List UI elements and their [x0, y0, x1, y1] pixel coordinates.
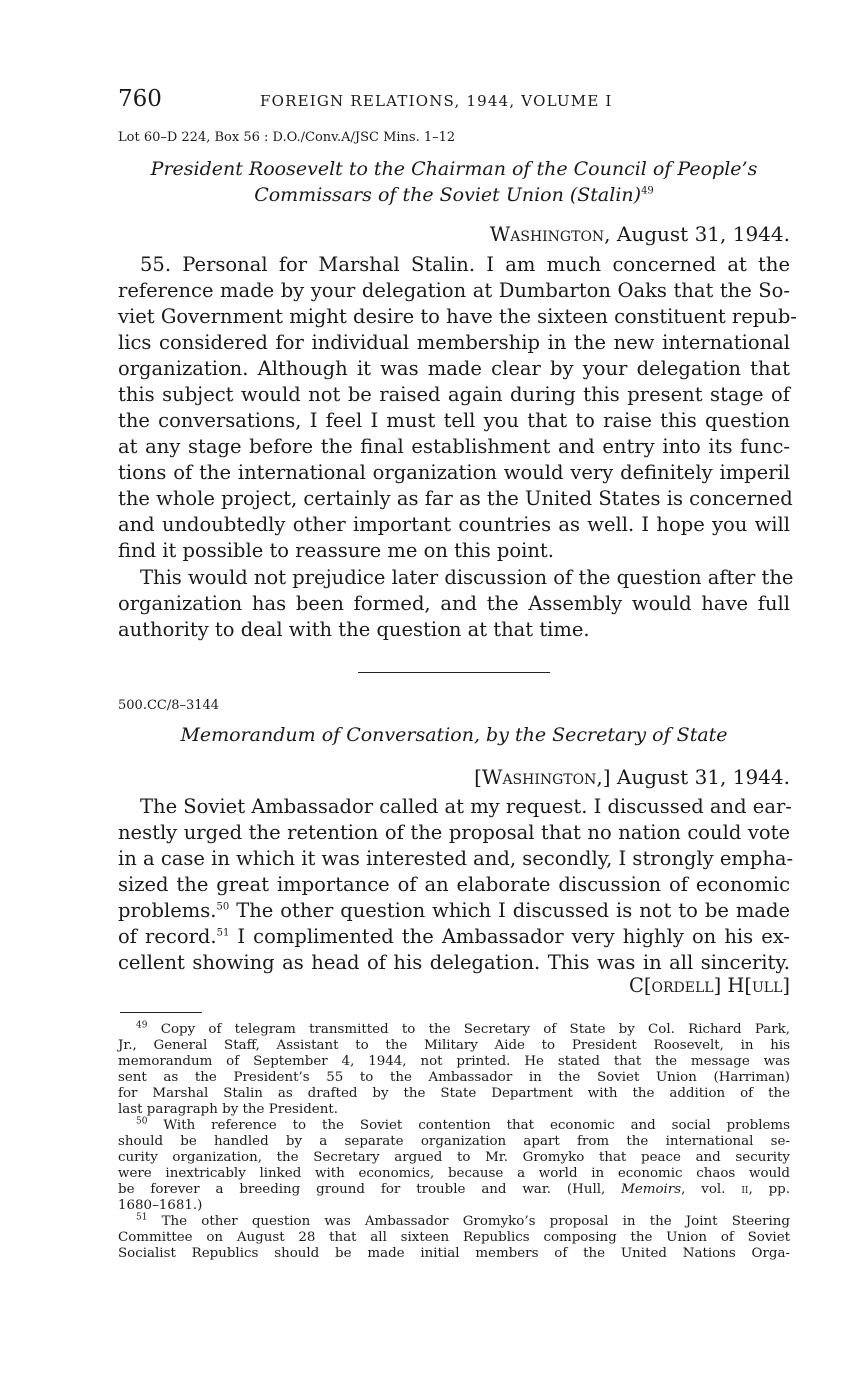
- title-line-1: President Roosevelt to the Chairman of the Council of People’s: [150, 158, 758, 180]
- running-head: [118, 86, 790, 116]
- footnote-line: should be handled by a separate organization apart from the international se-: [118, 1134, 790, 1149]
- footnote-text: be forever a breeding ground for trouble and war. (Hull,: [118, 1182, 622, 1197]
- dateline-2: [474, 765, 790, 789]
- footnote-line: curity organization, the Secretary argued to Mr. Gromyko that peace and security: [118, 1150, 790, 1165]
- text-line: the conversations, I feel I must tell you that to raise this question: [118, 409, 790, 432]
- footnote-line: memorandum of September 4, 1944, not printed. He stated that the message was: [118, 1054, 790, 1069]
- dateline-place: Washington,: [489, 222, 611, 246]
- dateline-1: [490, 222, 790, 246]
- footnote-51: [118, 1214, 790, 1262]
- title-line-2-text: Commissars of the Soviet Union (Stalin): [254, 184, 642, 206]
- signature-part: ] H[: [713, 974, 752, 997]
- citation-title: Memoirs: [621, 1182, 682, 1197]
- text-line: tions of the international organization would very definitely imperil: [118, 461, 790, 484]
- footnote-text: , vol.: [681, 1182, 742, 1197]
- footnote-line: [118, 1118, 790, 1134]
- citation-volume: ii: [741, 1182, 749, 1197]
- footnote-line: sent as the President’s 55 to the Ambassador in the Soviet Union (Harriman): [118, 1070, 790, 1085]
- text-segment: problems.: [118, 899, 217, 922]
- footnote-line: Socialist Republics should be made initial members of the United Nations Orga-: [118, 1246, 790, 1261]
- footnote-text: The other question was Ambassador Gromyko’s proposal in the Joint Steering: [147, 1214, 790, 1229]
- text-line: organization. Although it was made clear by your delegation that: [118, 357, 790, 380]
- page-number: 760: [118, 86, 162, 112]
- footnote-divider: [120, 1012, 202, 1013]
- signature-part: ]: [782, 974, 790, 997]
- signature-part: C[: [628, 974, 652, 997]
- text-segment: I complimented the Ambassador very highly on his ex-: [229, 925, 791, 948]
- footnote-text: , pp.: [748, 1182, 790, 1197]
- footnote-text: With reference to the Soviet contention that economic and social problems: [147, 1118, 790, 1133]
- text-line: authority to deal with the question at that time.: [118, 618, 590, 641]
- footnote-ref-51: 51: [216, 927, 230, 939]
- footnote-line: last paragraph by the President.: [118, 1102, 338, 1117]
- title-line: Memorandum of Conversation, by the Secretary of State: [180, 724, 728, 746]
- file-reference-2: 500.CC/8–3144: [118, 698, 220, 713]
- footnote-number: 50: [136, 1116, 148, 1127]
- text-line: cellent showing as head of his delegation. This was in all sincerity.: [118, 951, 790, 974]
- text-line: This would not prejudice later discussion of the question after the: [140, 566, 794, 589]
- text-line: reference made by your delegation at Dumbarton Oaks that the So-: [118, 279, 790, 302]
- signature-part: ordell: [651, 974, 714, 997]
- memo-paragraph: [118, 794, 794, 976]
- message-paragraph-1: [118, 252, 797, 564]
- signature: [629, 974, 790, 997]
- text-segment: of record.: [118, 925, 217, 948]
- text-line: this subject would not be raised again during this present stage of: [118, 383, 790, 406]
- footnote-line: [118, 1182, 790, 1198]
- footnote-line: Committee on August 28 that all sixteen Republics composing the Union of Soviet: [118, 1230, 790, 1245]
- text-line: the whole project, certainly as far as the United States is concerned: [118, 487, 793, 510]
- text-line: organization has been formed, and the Assembly would have full: [118, 592, 790, 615]
- text-line: find it possible to reassure me on this point.: [118, 539, 554, 562]
- text-line: [118, 924, 790, 950]
- text-line: [118, 898, 790, 924]
- signature-part: ull: [751, 974, 783, 997]
- document-title-2: [118, 722, 790, 748]
- file-reference-1: Lot 60–D 224, Box 56 : D.O./Conv.A/JSC Mins. 1–12: [118, 130, 456, 145]
- footnote-line: [118, 1214, 790, 1230]
- footnote-line: 1680–1681.): [118, 1198, 203, 1213]
- footnote-50: [118, 1118, 790, 1214]
- footnote-49: [118, 1022, 790, 1118]
- footnote-ref-50: 50: [216, 901, 230, 913]
- footnote-number: 49: [136, 1020, 148, 1031]
- footnote-ref-49: 49: [641, 185, 654, 197]
- text-line: at any stage before the final establishment and entry into its func-: [118, 435, 790, 458]
- footnote-number: 51: [136, 1212, 148, 1223]
- document-title-1: [118, 156, 790, 208]
- text-line: lics considered for individual membership in the new international: [118, 331, 790, 354]
- text-line: sized the great importance of an elaborate discussion of economic: [118, 873, 790, 896]
- text-line: in a case in which it was interested and, secondly, I strongly empha-: [118, 847, 794, 870]
- footnote-line: Jr., General Staff, Assistant to the Military Aide to President Roosevelt, in his: [118, 1038, 790, 1053]
- text-line: 55. Personal for Marshal Stalin. I am much concerned at the: [140, 253, 790, 276]
- dateline-date: August 31, 1944.: [610, 222, 790, 246]
- text-segment: The other question which I discussed is not to be made: [229, 899, 790, 922]
- running-title: FOREIGN RELATIONS, 1944, VOLUME I: [260, 92, 613, 110]
- section-divider: [358, 672, 550, 673]
- footnotes: [118, 1022, 790, 1262]
- dateline-place: [Washington,]: [474, 765, 611, 789]
- footnote-line: [118, 1022, 790, 1038]
- text-line: viet Government might desire to have the sixteen constituent repub-: [118, 305, 797, 328]
- text-line: and undoubtedly other important countries as well. I hope you will: [118, 513, 790, 536]
- text-line: nestly urged the retention of the proposal that no nation could vote: [118, 821, 790, 844]
- footnote-line: were inextricably linked with economics, because a world in economic chaos would: [118, 1166, 790, 1181]
- footnote-line: for Marshal Stalin as drafted by the State Department with the addition of the: [118, 1086, 790, 1101]
- text-line: The Soviet Ambassador called at my request. I discussed and ear-: [140, 795, 792, 818]
- footnote-text: Copy of telegram transmitted to the Secretary of State by Col. Richard Park,: [147, 1022, 790, 1037]
- dateline-date: August 31, 1944.: [610, 765, 790, 789]
- title-line-2: [118, 182, 790, 208]
- message-paragraph-2: [118, 565, 794, 643]
